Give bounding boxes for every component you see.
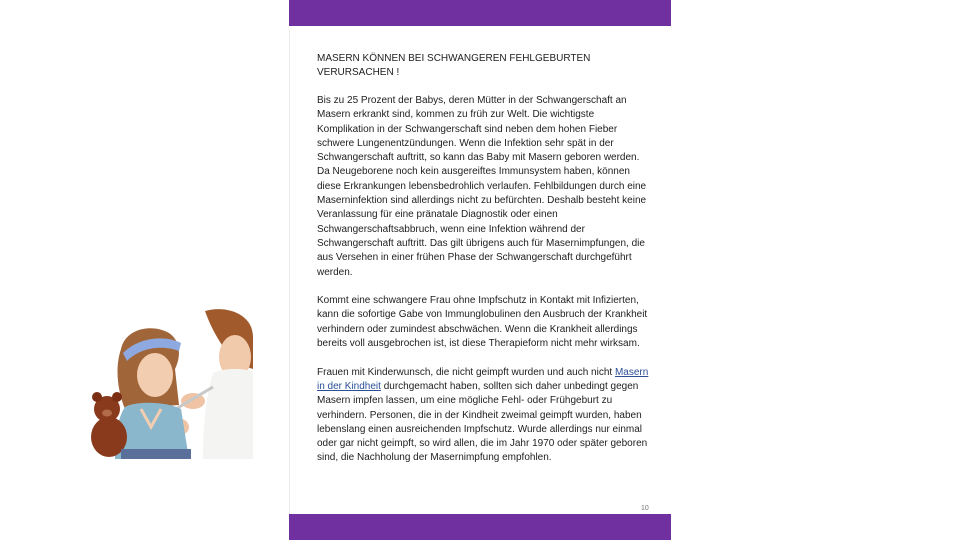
measles-in-childhood-link[interactable]: Masern in der Kindheit <box>317 366 649 392</box>
paragraph-text-end: durchgemacht haben, sollten sich daher unbedingt gegen Masern impfen lassen, um eine mögliche Fehl- oder Frühgeburt zu verhindern. Personen, die in der Kindheit zweimal geimpft wurden, haben lebenslang einen ausreichenden Impfschutz. Wurde allerdings nur einmal oder gar nicht geimpft, so wird allen, die im Jahr 1970 oder später geboren sind, die Nachholung der Masernimpfung empfohlen. <box>317 380 648 464</box>
vaccination-illustration <box>85 309 253 459</box>
header-band <box>289 0 671 26</box>
page-edge <box>289 30 290 514</box>
vaccination-photo <box>85 309 253 459</box>
article <box>317 52 649 480</box>
footer-band <box>289 514 671 540</box>
paragraph-preterm-birth: Bis zu 25 Prozent der Babys, deren Mütter in der Schwangerschaft an Masern erkrankt sind, kommen zu früh zur Welt. Die wichtigste Komplikation in der Schwangerschaft sind neben dem hohen Fieber schwere Lungenentzündungen. Wenn die Infektion sehr spät in der Schwangerschaft auftritt, so kann das Baby mit Masern geboren werden. Da Neugeborene noch kein ausgereiftes Immunsystem haben, können diese Erkrankungen lebensbedrohlich verlaufen. Fehlbildungen durch eine Maserninfektion sind allerdings nicht zu befürchten. Deshalb besteht keine Veranlassung für eine pränatale Diagnostik oder einen Schwangerschaftsabbruch, wenn eine Infektion während der Schwangerschaft auftritt. Das gilt übrigens auch für Masernimpfungen, die aus Versehen in einer frühen Phase der Schwangerschaft durchgeführt werden. <box>317 95 647 278</box>
paragraph-immunoglobulin: Kommt eine schwangere Frau ohne Impfschutz in Kontakt mit Infizierten, kann die sofortige Gabe von Immunglobulinen den Ausbruch der Krankheit verhindern oder zumindest abschwächen. Wenn die Krankheit allerdings bereits voll ausgebrochen ist, ist diese Therapieform nicht mehr wirksam. <box>317 295 648 350</box>
page-number: 10 <box>641 505 649 512</box>
paragraph-text-start: Frauen mit Kinderwunsch, die nicht geimpft wurden und auch nicht <box>317 366 615 378</box>
paragraph-vaccination-advice <box>317 366 649 466</box>
article-title: MASERN KÖNNEN BEI SCHWANGEREN FEHLGEBURTEN VERURSACHEN ! <box>317 53 591 78</box>
